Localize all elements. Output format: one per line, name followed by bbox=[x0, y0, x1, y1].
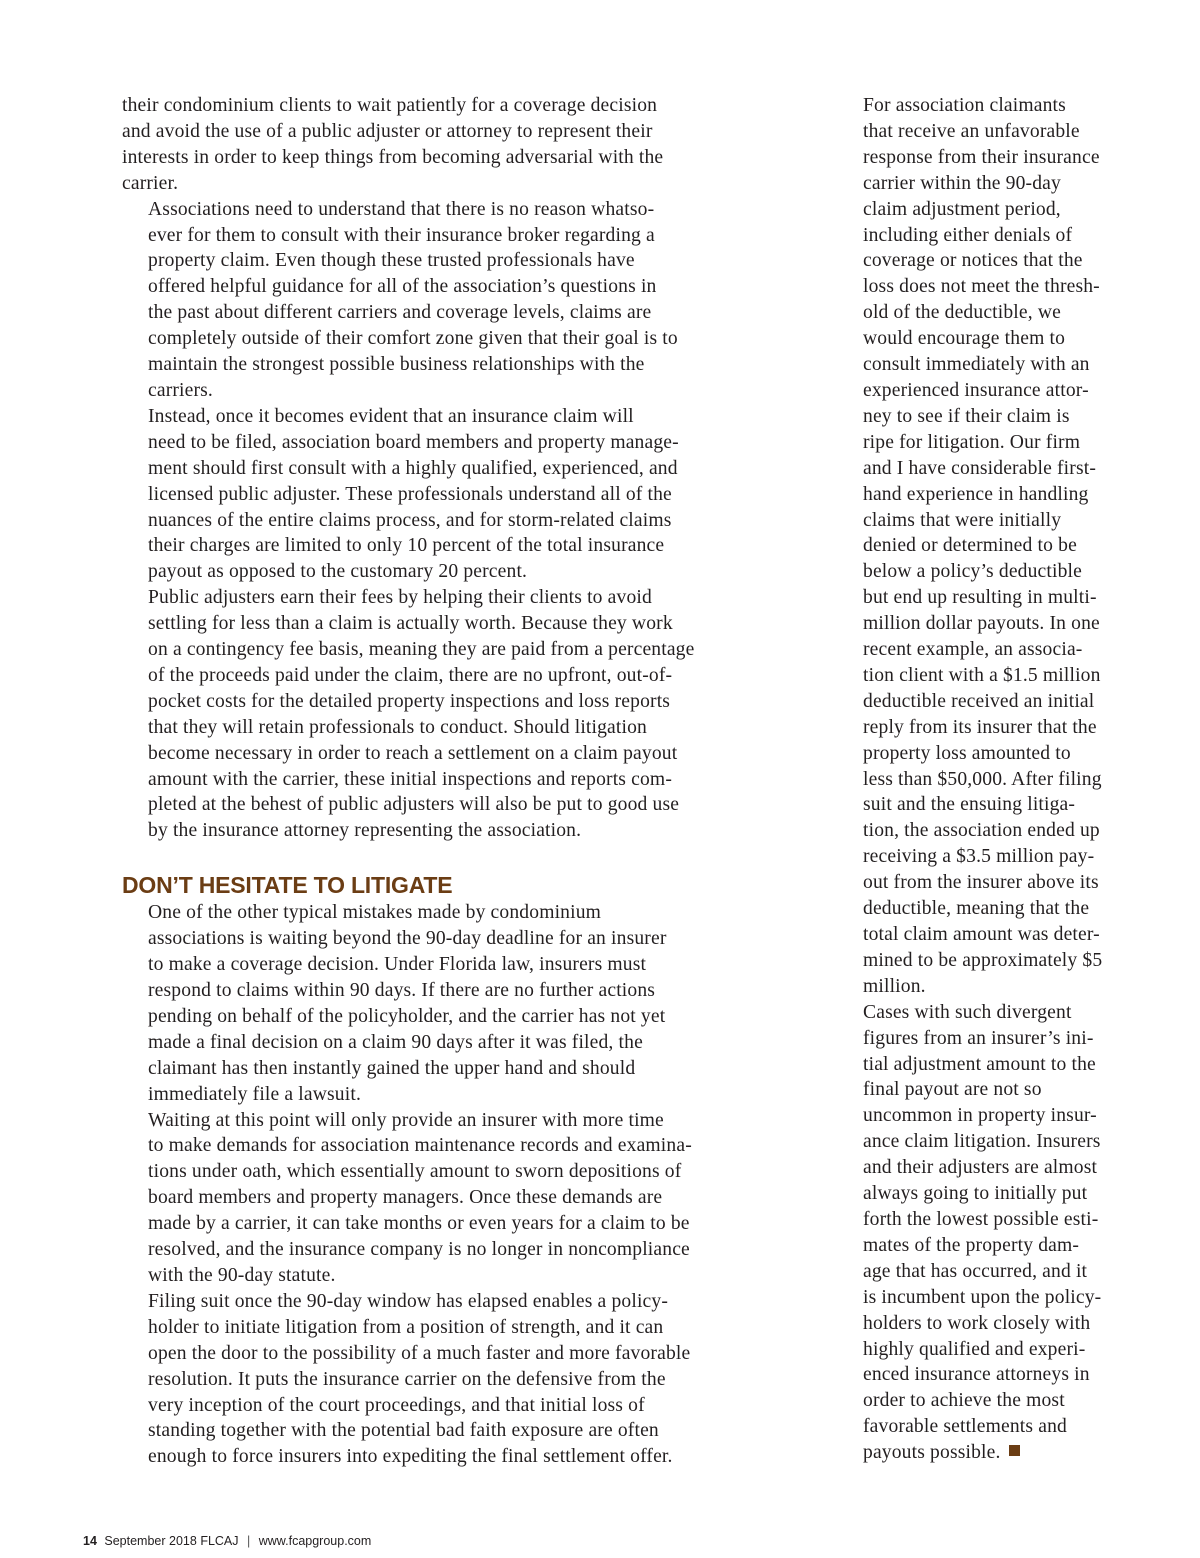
page-footer bbox=[83, 1534, 371, 1548]
text-line: holders to work closely with bbox=[863, 1312, 1091, 1334]
text-line: property claim. Even though these trusted professionals have bbox=[148, 250, 635, 272]
text-line: out from the insurer above its bbox=[863, 872, 1099, 894]
text-line: below a policy’s deductible bbox=[863, 561, 1082, 583]
text-line: claims that were initially bbox=[863, 509, 1062, 531]
text-line: carriers. bbox=[148, 379, 213, 401]
paragraph bbox=[122, 1108, 762, 1289]
text-line: need to be filed, association board members and property manage- bbox=[148, 431, 679, 453]
text-line: tion, the association ended up bbox=[863, 820, 1100, 842]
text-line: property loss amounted to bbox=[863, 742, 1071, 764]
text-line: of the proceeds paid under the claim, there are no upfront, out-of- bbox=[148, 664, 673, 686]
text-line: pending on behalf of the policyholder, and the carrier has not yet bbox=[148, 1005, 666, 1027]
text-line: maintain the strongest possible business relationships with the bbox=[148, 354, 645, 376]
text-line: board members and property managers. Once these demands are bbox=[148, 1187, 663, 1209]
paragraph bbox=[122, 1289, 762, 1470]
text-line: Instead, once it becomes evident that an insurance claim will bbox=[148, 405, 634, 427]
text-line: payouts possible. bbox=[837, 1440, 1122, 1466]
text-line: ney to see if their claim is bbox=[863, 405, 1070, 427]
text-line: the past about different carriers and coverage levels, claims are bbox=[148, 302, 652, 324]
text-line: mined to be approximately $5 bbox=[863, 949, 1103, 971]
text-line: denied or determined to be bbox=[863, 535, 1077, 557]
text-line: to make a coverage decision. Under Florida law, insurers must bbox=[148, 954, 647, 976]
text-line: would encourage them to bbox=[863, 328, 1066, 350]
text-line: deductible received an initial bbox=[863, 690, 1095, 712]
text-line: by the insurance attorney representing the association. bbox=[148, 820, 582, 842]
footer-separator: | bbox=[247, 1534, 251, 1548]
page-number: 14 bbox=[83, 1534, 97, 1548]
text-line: offered helpful guidance for all of the association’s questions in bbox=[148, 276, 657, 298]
text-line: completely outside of their comfort zone given that their goal is to bbox=[148, 328, 678, 350]
section-heading: DON’T HESITATE TO LITIGATE bbox=[122, 872, 453, 899]
main-column bbox=[122, 93, 762, 1470]
text-line: is incumbent upon the policy- bbox=[863, 1286, 1102, 1308]
publication-name: FLCAJ bbox=[200, 1534, 239, 1548]
text-line: total claim amount was deter- bbox=[863, 924, 1100, 945]
text-line: deductible, meaning that the bbox=[863, 898, 1090, 920]
text-line: age that has occurred, and it bbox=[863, 1260, 1088, 1282]
side-column bbox=[837, 93, 1122, 1466]
text-line: made a final decision on a claim 90 days after it was filed, the bbox=[148, 1031, 643, 1053]
text-line: recent example, an associa- bbox=[863, 639, 1083, 661]
text-line: hand experience in handling bbox=[863, 483, 1089, 505]
text-line: Associations need to understand that there is no reason whatso- bbox=[148, 198, 655, 220]
text-line: enced insurance attorneys in bbox=[863, 1364, 1090, 1386]
text-line: become necessary in order to reach a settlement on a claim payout bbox=[148, 742, 678, 764]
text-line: receiving a $3.5 million pay- bbox=[863, 846, 1095, 868]
text-line: uncommon in property insur- bbox=[863, 1105, 1097, 1127]
paragraph bbox=[122, 585, 762, 844]
paragraph bbox=[837, 1000, 1122, 1466]
text-line: settling for less than a claim is actually worth. Because they work bbox=[148, 613, 673, 635]
text-line: Filing suit once the 90-day window has elapsed enables a policy- bbox=[148, 1290, 669, 1312]
text-line: tion client with a $1.5 million bbox=[863, 664, 1101, 686]
text-line: standing together with the potential bad faith exposure are often bbox=[148, 1420, 659, 1442]
text-line: nuances of the entire claims process, and for storm-related claims bbox=[148, 509, 672, 531]
text-line: million. bbox=[863, 975, 926, 997]
text-line: coverage or notices that the bbox=[863, 250, 1083, 272]
text-line: always going to initially put bbox=[863, 1183, 1088, 1205]
paragraph bbox=[122, 93, 762, 197]
text-line: Waiting at this point will only provide an insurer with more time bbox=[148, 1109, 664, 1131]
text-line: payout as opposed to the customary 20 percent. bbox=[148, 561, 528, 583]
text-line: amount with the carrier, these initial inspections and reports com- bbox=[148, 768, 672, 790]
paragraph bbox=[837, 93, 1122, 1000]
text-line: interests in order to keep things from becoming adversarial with the bbox=[122, 146, 664, 168]
text-line: and avoid the use of a public adjuster or attorney to represent their bbox=[122, 120, 653, 142]
text-line: carrier. bbox=[122, 172, 179, 194]
text-line: tions under oath, which essentially amount to sworn depositions of bbox=[148, 1161, 682, 1183]
text-line: and I have considerable first- bbox=[863, 457, 1096, 479]
text-line: associations is waiting beyond the 90-day deadline for an insurer bbox=[148, 928, 667, 950]
text-line: to make demands for association maintenance records and examina- bbox=[148, 1135, 692, 1157]
text-line: that receive an unfavorable bbox=[863, 120, 1080, 142]
text-line: claimant has then instantly gained the upper hand and should bbox=[148, 1057, 636, 1079]
text-line: consult immediately with an bbox=[863, 354, 1090, 376]
paragraph bbox=[122, 900, 762, 1107]
text-line: but end up resulting in multi- bbox=[863, 587, 1097, 609]
text-line: ever for them to consult with their insurance broker regarding a bbox=[148, 224, 655, 246]
website-link[interactable]: www.fcapgroup.com bbox=[258, 1534, 372, 1548]
text-line: resolved, and the insurance company is no longer in noncompliance bbox=[148, 1239, 690, 1261]
text-line: that they will retain professionals to conduct. Should litigation bbox=[148, 716, 647, 738]
end-of-article-square-icon bbox=[1009, 1445, 1020, 1456]
text-line: tial adjustment amount to the bbox=[863, 1053, 1096, 1075]
text-line: One of the other typical mistakes made by condominium bbox=[148, 902, 602, 924]
text-line: order to achieve the most bbox=[863, 1390, 1065, 1412]
text-line: highly qualified and experi- bbox=[863, 1338, 1086, 1360]
text-line: loss does not meet the thresh- bbox=[863, 276, 1100, 298]
text-line: figures from an insurer’s ini- bbox=[863, 1027, 1094, 1049]
text-line: including either denials of bbox=[863, 224, 1073, 246]
text-line: response from their insurance bbox=[863, 146, 1100, 168]
text-line: with the 90-day statute. bbox=[148, 1264, 336, 1286]
text-line: respond to claims within 90 days. If there are no further actions bbox=[148, 980, 656, 1001]
text-line: holder to initiate litigation from a position of strength, and it can bbox=[148, 1316, 664, 1338]
paragraph bbox=[122, 404, 762, 585]
text-line: carrier within the 90-day bbox=[863, 172, 1061, 194]
text-line: favorable settlements and bbox=[863, 1416, 1067, 1438]
text-line: reply from its insurer that the bbox=[863, 716, 1097, 738]
text-line: ance claim litigation. Insurers bbox=[863, 1131, 1101, 1153]
text-line: mates of the property dam- bbox=[863, 1234, 1080, 1256]
text-line: final payout are not so bbox=[863, 1079, 1042, 1101]
text-line: less than $50,000. After filing bbox=[863, 768, 1102, 790]
text-line: suit and the ensuing litiga- bbox=[863, 794, 1076, 816]
text-line: their condominium clients to wait patiently for a coverage decision bbox=[122, 95, 658, 116]
text-line: and their adjusters are almost bbox=[863, 1157, 1098, 1179]
text-line: Public adjusters earn their fees by helping their clients to avoid bbox=[148, 587, 652, 609]
text-line: million dollar payouts. In one bbox=[863, 613, 1100, 635]
issue-date: September 2018 bbox=[104, 1534, 197, 1548]
text-line: licensed public adjuster. These professionals understand all of the bbox=[148, 483, 672, 505]
text-line: enough to force insurers into expediting the final settlement offer. bbox=[148, 1446, 673, 1468]
text-line: ripe for litigation. Our firm bbox=[863, 431, 1081, 453]
text-line: For association claimants bbox=[863, 95, 1066, 116]
text-line: made by a carrier, it can take months or even years for a claim to be bbox=[148, 1213, 690, 1235]
text-line: experienced insurance attor- bbox=[863, 379, 1089, 401]
text-line: Cases with such divergent bbox=[863, 1001, 1072, 1023]
text-line: ment should first consult with a highly qualified, experienced, and bbox=[148, 457, 678, 479]
paragraph bbox=[122, 197, 762, 404]
text-line: forth the lowest possible esti- bbox=[863, 1208, 1099, 1230]
text-line: old of the deductible, we bbox=[863, 302, 1061, 324]
text-line: claim adjustment period, bbox=[863, 198, 1061, 220]
text-line: very inception of the court proceedings, and that initial loss of bbox=[148, 1394, 645, 1416]
text-line: resolution. It puts the insurance carrier on the defensive from the bbox=[148, 1368, 666, 1390]
text-line: pocket costs for the detailed property inspections and loss reports bbox=[148, 690, 671, 712]
text-line: immediately file a lawsuit. bbox=[148, 1083, 361, 1105]
text-line: their charges are limited to only 10 percent of the total insurance bbox=[148, 535, 665, 557]
text-line: on a contingency fee basis, meaning they are paid from a percentage bbox=[148, 639, 695, 661]
text-line: pleted at the behest of public adjusters will also be put to good use bbox=[148, 794, 680, 816]
text-line: open the door to the possibility of a much faster and more favorable bbox=[148, 1342, 691, 1364]
